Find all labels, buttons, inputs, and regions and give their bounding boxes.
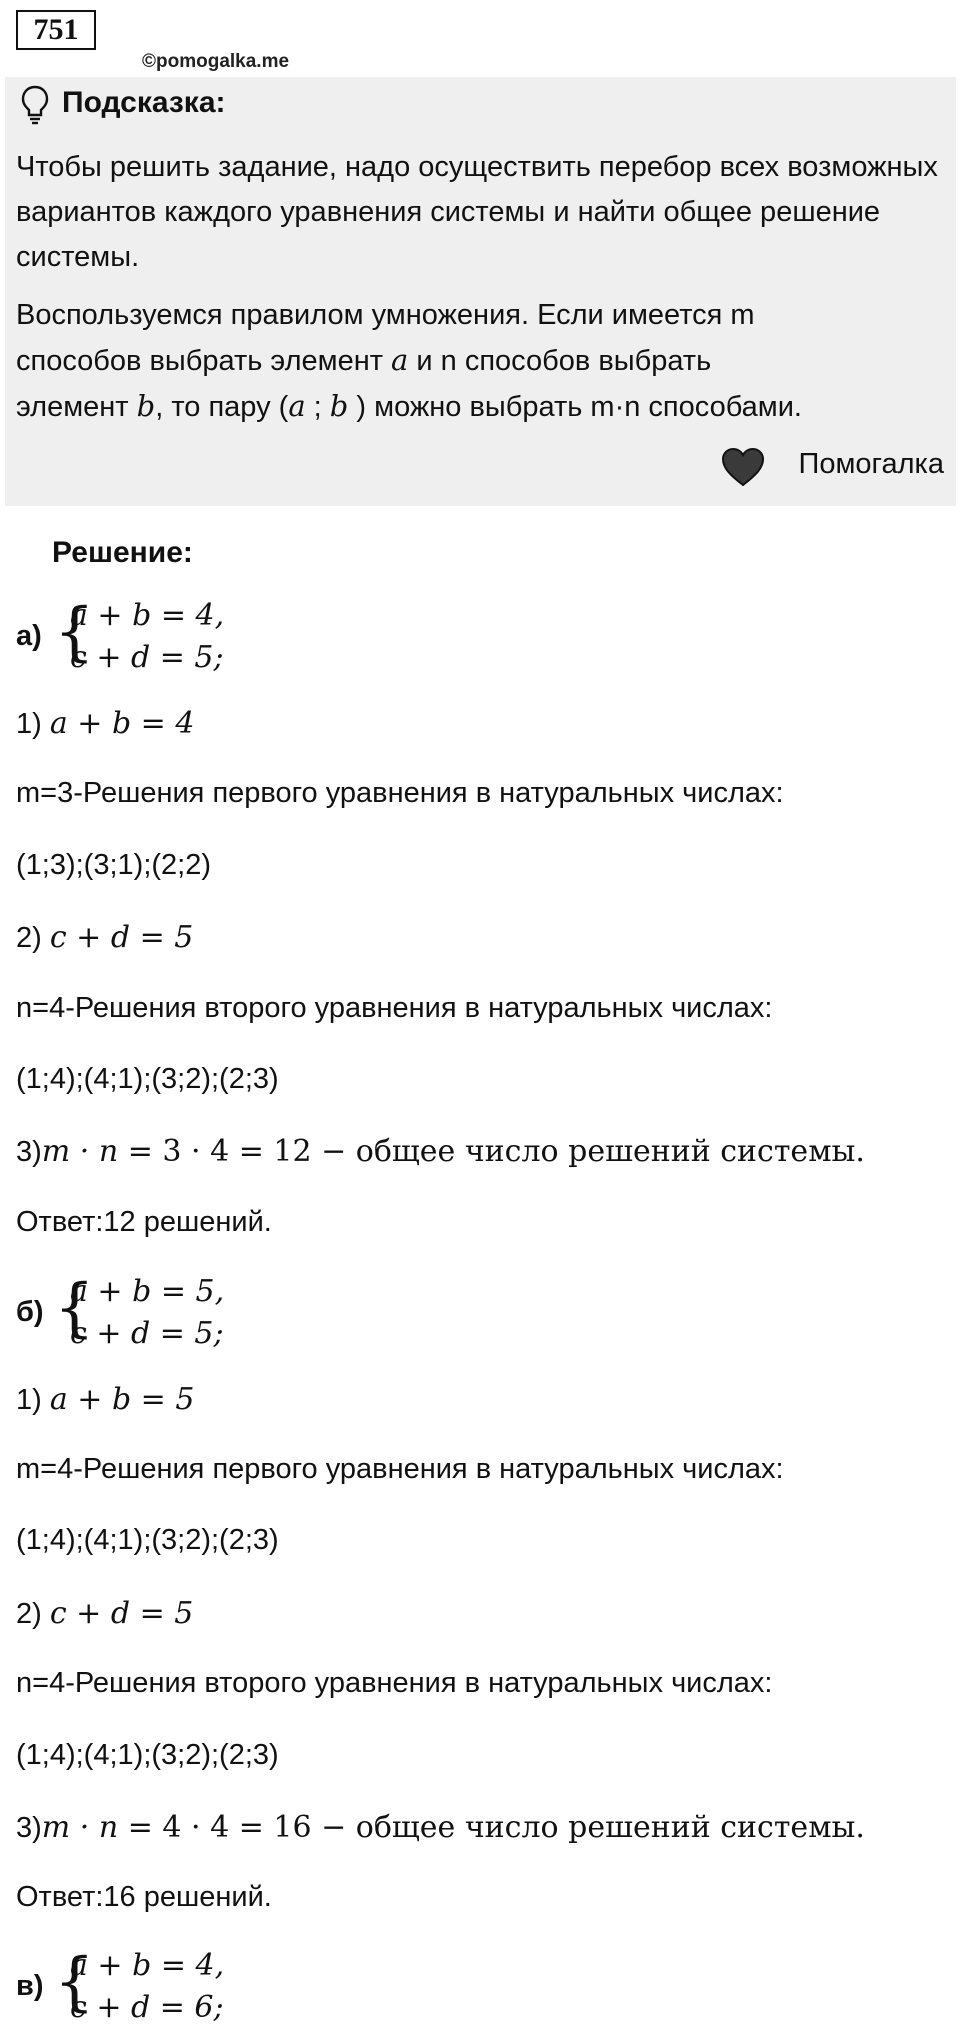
answer: Ответ:16 решений. <box>16 1881 272 1913</box>
hint-paragraph-1: Чтобы решить задание, надо осуществить перебор всех возможных вариантов каждого уравнения системы и найти общее решение системы. <box>16 151 938 273</box>
signature: Помогалка <box>798 448 944 480</box>
m-description: m=3-Решения первого уравнения в натуральных числах: <box>16 777 784 809</box>
task-number: 751 <box>16 10 96 50</box>
lightbulb-icon <box>20 84 50 126</box>
m-description: m=4-Решения первого уравнения в натуральных числах: <box>16 1453 784 1485</box>
system-brace: { <box>54 1271 95 1345</box>
step-3: 3)m · n = 3 · 4 = 12 − общее число решений системы. <box>16 1134 865 1169</box>
system-equation: c + d = 6; <box>70 1990 224 2025</box>
step-1: 1) a + b = 4 <box>16 706 195 741</box>
n-description: n=4-Решения второго уравнения в натуральных числах: <box>16 992 773 1024</box>
n-description: n=4-Решения второго уравнения в натуральных числах: <box>16 1667 773 1699</box>
hint-title: Подсказка: <box>62 86 226 119</box>
m-solutions: (1;3);(3;1);(2;2) <box>16 849 211 881</box>
n-solutions: (1;4);(4;1);(3;2);(2;3) <box>16 1739 279 1771</box>
system-equation: c + d = 5; <box>70 640 224 675</box>
hint-paragraph-2: Воспользуемся правилом умножения. Если имеется m способов выбрать элемент a и n способов выбрать элемент b, то пару (a ; b ) можно выбрать m·n способами. <box>16 299 802 423</box>
system-brace: { <box>54 1945 95 2019</box>
step-1: 1) a + b = 5 <box>16 1382 195 1417</box>
step-2: 2) c + d = 5 <box>16 1596 194 1631</box>
system-brace: { <box>54 595 95 669</box>
part-label: б) <box>16 1296 44 1328</box>
step-3: 3)m · n = 4 · 4 = 16 − общее число решений системы. <box>16 1810 865 1845</box>
hint-box <box>5 77 956 506</box>
heart-icon <box>720 446 766 488</box>
system-equation: c + d = 5; <box>70 1316 224 1351</box>
system-equation: a + b = 4, <box>70 1948 225 1983</box>
watermark: ©pomogalka.me <box>142 51 290 72</box>
system-equation: a + b = 4, <box>70 598 225 633</box>
part-label: а) <box>16 620 42 652</box>
solution-title: Решение: <box>52 536 193 569</box>
answer: Ответ:12 решений. <box>16 1206 272 1238</box>
step-2: 2) c + d = 5 <box>16 920 194 955</box>
part-label: в) <box>16 1970 44 2002</box>
m-solutions: (1;4);(4;1);(3;2);(2;3) <box>16 1524 279 1556</box>
system-equation: a + b = 5, <box>70 1274 225 1309</box>
n-solutions: (1;4);(4;1);(3;2);(2;3) <box>16 1063 279 1095</box>
